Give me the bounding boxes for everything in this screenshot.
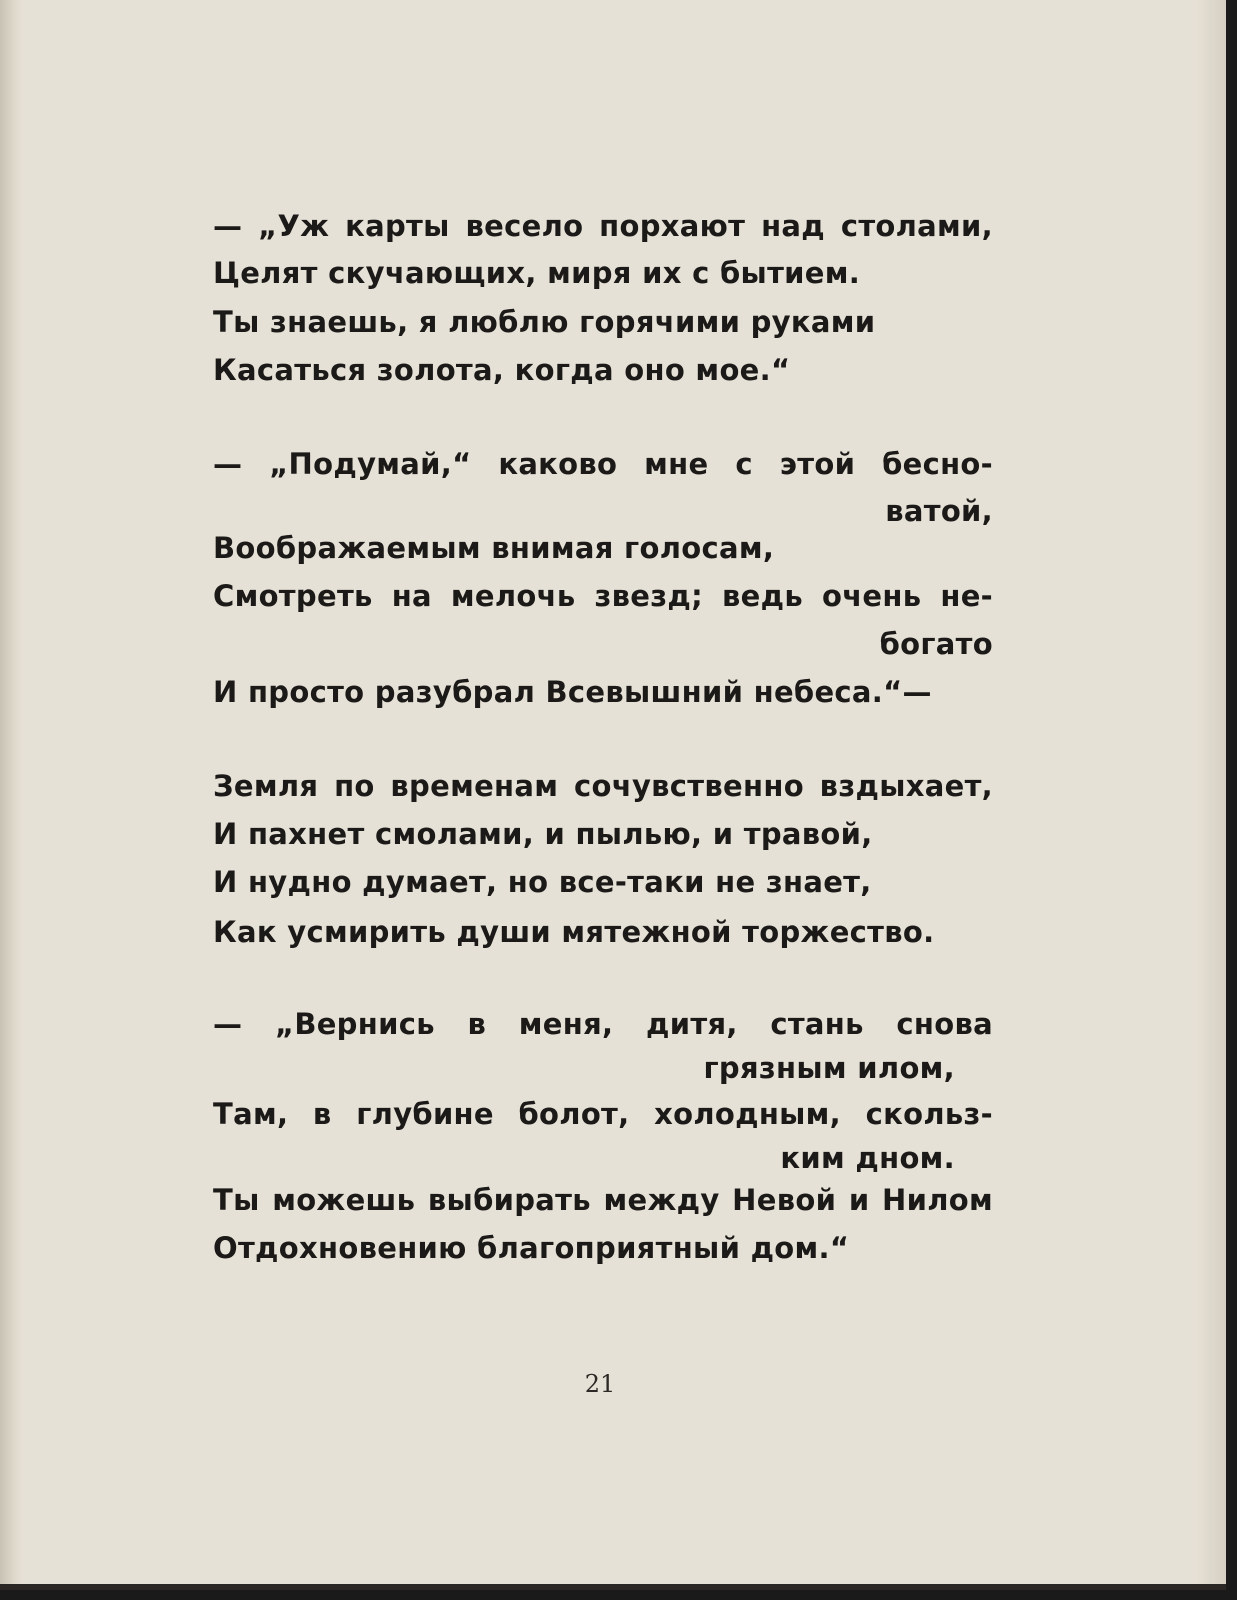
poem-line: Смотреть на мелочь звезд; ведь очень не-: [213, 579, 993, 613]
page-number: 21: [584, 1370, 616, 1398]
poem-line-continuation: ватой,: [885, 494, 993, 528]
poem-line: — „Вернись в меня, дитя, стань снова: [213, 1007, 993, 1041]
poem-line: Отдохновению благоприятный дом.“: [213, 1231, 850, 1265]
poem-line: Касаться золота, когда оно мое.“: [213, 353, 791, 387]
poem-line: Воображаемым внимая голосам,: [213, 531, 775, 565]
poem-line-continuation: грязным илом,: [703, 1051, 955, 1085]
poem-line: Там, в глубине болот, холодным, скольз-: [213, 1097, 993, 1131]
poem-line: И пахнет смолами, и пылью, и травой,: [213, 817, 873, 851]
poem-line: Как усмирить души мятежной торжество.: [213, 915, 935, 949]
poem-line: И нудно думает, но все-таки не знает,: [213, 865, 872, 899]
poem-line-continuation: богато: [879, 627, 993, 661]
poem-line-continuation: ким дном.: [780, 1141, 955, 1175]
poem-line: Земля по временам сочувственно вздыхает,: [213, 769, 993, 803]
poem-line: И просто разубрал Всевышний небеса.“—: [213, 675, 932, 709]
poem-line: — „Подумай,“ каково мне с этой бесно-: [213, 447, 993, 481]
poem-line: Ты знаешь, я люблю горячими руками: [213, 305, 876, 339]
poem-line: — „Уж карты весело порхают над столами,: [213, 209, 993, 243]
poem-line: Ты можешь выбирать между Невой и Нилом: [213, 1183, 993, 1217]
poem-line: Целят скучающих, миря их с бытием.: [213, 256, 861, 290]
